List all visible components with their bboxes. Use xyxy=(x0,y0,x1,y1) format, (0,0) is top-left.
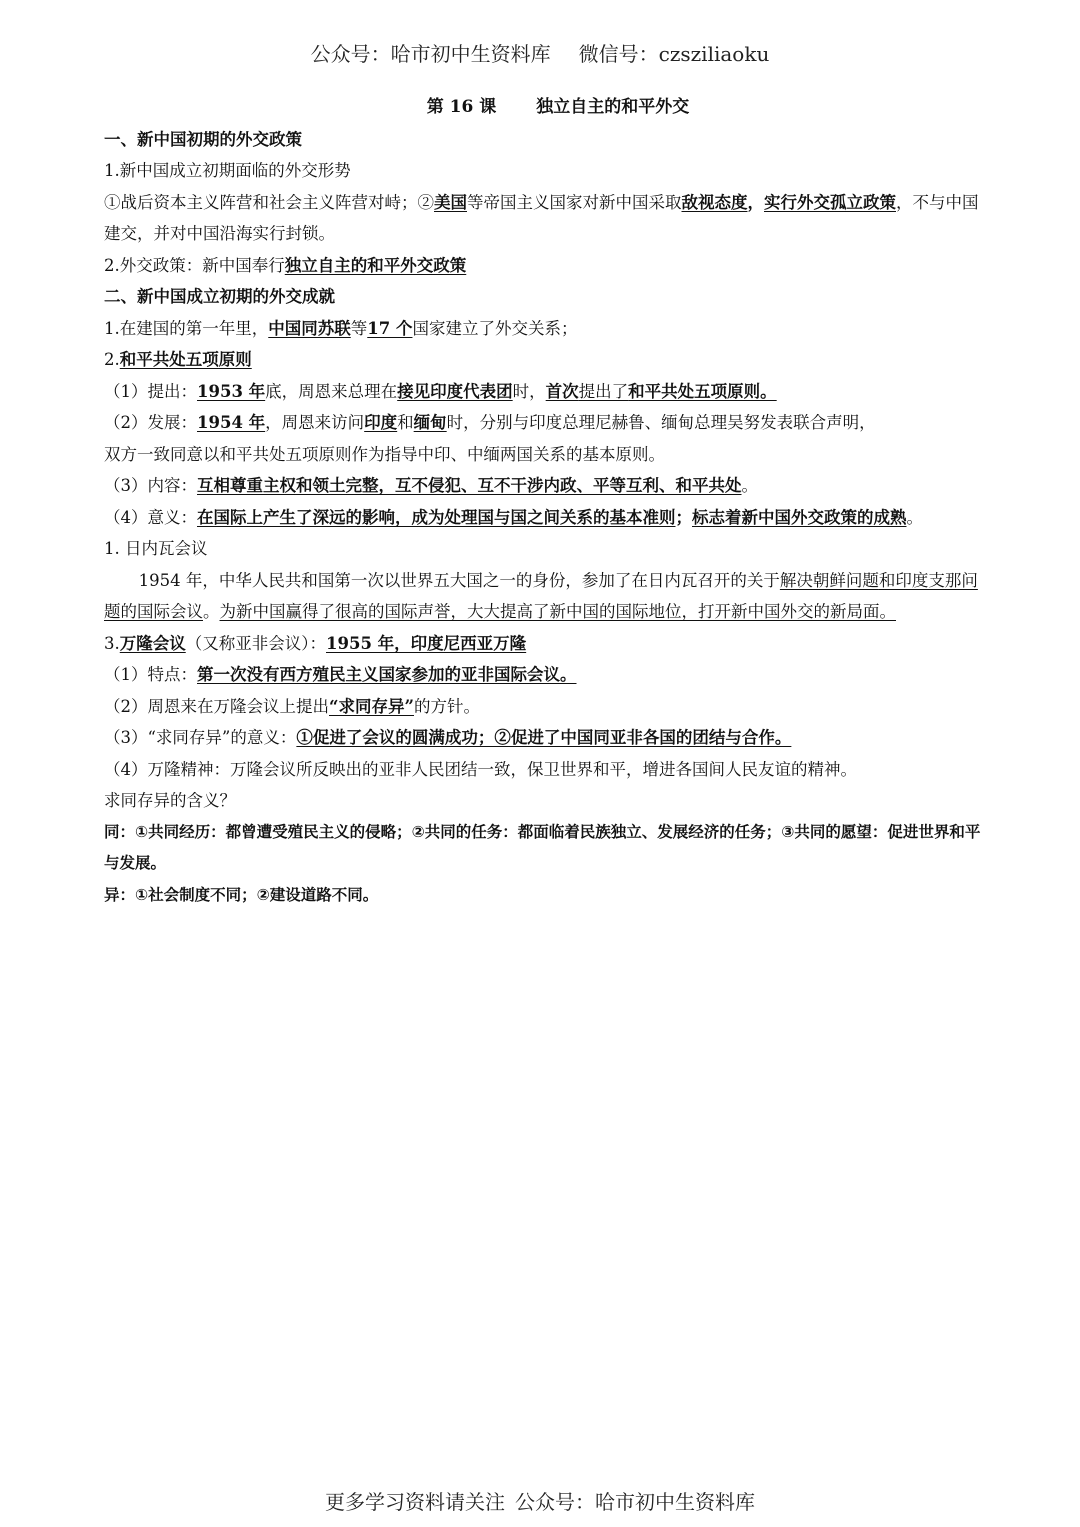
text-run: 。 xyxy=(741,476,758,495)
text-run: 。 xyxy=(906,507,923,527)
text-run: ，周恩来访问 xyxy=(265,413,365,432)
text-run: （又称亚非会议）： xyxy=(185,633,326,653)
text-run: 时， xyxy=(512,381,546,401)
key-term: 为新中国赢得了很高的国际声誉，大大提高了新中国的国际地位，打开新中 xyxy=(219,602,764,621)
text-run: （3）内容： xyxy=(104,476,197,495)
key-term: 解决朝鲜问题 xyxy=(779,570,879,590)
s1-p2 xyxy=(104,250,982,282)
text-run: 1954 年，中华人民共和国第一次以世界五大国之一的身份，参加了在日内瓦召开的关于 xyxy=(138,570,780,590)
lesson-number: 第 16 课 xyxy=(426,97,497,117)
key-term: 1953 年 xyxy=(197,381,266,401)
text-run: 提出了 xyxy=(578,381,629,401)
text-run: （1）提出： xyxy=(104,381,197,401)
key-term: 实行外交孤立 xyxy=(764,192,863,212)
key-term: 标志着新中国外交政策 xyxy=(692,507,857,527)
key-term: 接见印度代表团 xyxy=(397,381,513,401)
text-run: ； xyxy=(675,507,692,527)
key-term: 在国际上产生了深远的影响，成为处理国与国之间关系的基本准则 xyxy=(197,507,676,527)
same-explanation: 同：①共同经历：都曾遭受殖民主义的侵略；②共同的任务：都面临着民族独立、发展经济的任务；③共同的愿望：促进世界和平与发展。 xyxy=(104,822,981,872)
text-run: （4）意义： xyxy=(104,507,197,527)
page-header xyxy=(0,38,1080,67)
text-run: 等帝国主义国家对新中国采取 xyxy=(467,192,682,212)
key-term: 敌视态度 xyxy=(681,192,748,212)
key-term: 互相尊重主权和领土完整，互不侵犯、互不干涉内政、平等互利、和平共处 xyxy=(197,476,742,495)
s2-p2-heading xyxy=(104,344,982,376)
key-term: 17 个 xyxy=(367,318,413,338)
text-run: 等 xyxy=(350,318,368,338)
key-term: 独立自主的和平外交政策 xyxy=(284,255,467,275)
text-run: 2. xyxy=(104,350,120,369)
key-term: 国外交的新局面。 xyxy=(764,602,896,621)
s2-item-2 xyxy=(104,407,982,439)
key-term: “求同存异” xyxy=(329,696,414,716)
key-term: 美国 xyxy=(434,192,467,212)
s2-p1 xyxy=(104,313,982,345)
key-term: 和平共处五项原则。 xyxy=(628,381,777,401)
text-run: 时，分别与印度总理尼赫鲁、缅甸总理吴努发表联合声明， xyxy=(446,413,876,432)
s2-item-3 xyxy=(104,470,982,502)
s2-item-2-cont: 双方一致同意以和平共处五项原则作为指导中印、中缅两国关系的基本原则。 xyxy=(104,444,665,464)
key-term: 1954 年 xyxy=(197,413,266,432)
text-run: 的方针。 xyxy=(413,696,480,716)
bandung-item-4: （4）万隆精神：万隆会议所反映出的亚非人民团结一致，保卫世界和平，增进各国间人民友谊的精神。 xyxy=(104,759,857,779)
bandung-heading xyxy=(104,628,982,660)
text-run: 1.在建国的第一年里， xyxy=(104,318,269,338)
key-term: 和印度支那问题的国际会议 xyxy=(104,570,978,621)
key-term: 缅甸 xyxy=(413,413,447,432)
text-run: 2.外交政策：新中国奉行 xyxy=(104,255,285,275)
text-run: （2）发展： xyxy=(104,413,197,432)
key-term: 第一次没有西方殖民主义国家参加的亚非国际会议。 xyxy=(197,665,577,684)
page-footer xyxy=(0,1486,1080,1515)
s2-item-1 xyxy=(104,376,982,408)
text-run: （2）周恩来在万隆会议上提出 xyxy=(104,696,329,716)
key-term: 和平共处五项原则 xyxy=(119,350,252,369)
bandung-item-3 xyxy=(104,722,982,754)
section-2-heading: 二、新中国成立初期的外交成就 xyxy=(104,287,335,306)
header-account: 公众号：哈市初中生资料库 xyxy=(310,42,551,66)
text-run: ， xyxy=(747,192,764,212)
key-term: 政策 xyxy=(863,192,896,212)
footer-account: 公众号：哈市初中生资料库 xyxy=(515,1490,755,1514)
geneva-heading: 1. 日内瓦会议 xyxy=(104,539,208,558)
section-1-heading: 一、新中国初期的外交政策 xyxy=(104,129,302,149)
document-body xyxy=(104,92,982,911)
key-term: 中国同苏联 xyxy=(268,318,351,338)
text-run: 和 xyxy=(397,413,414,432)
text-run: 3. xyxy=(104,633,120,653)
diff-explanation: 异：①社会制度不同；②建设道路不同。 xyxy=(104,885,379,904)
text-run: ，不与中国建交，并对中国沿海实行封锁。 xyxy=(104,192,979,243)
key-term: ①促进了会议的圆满成功；②促进了中国同亚非各国的团结与合作。 xyxy=(296,728,792,747)
text-run: ①战后资本主义阵营和社会主义阵营对峙；② xyxy=(104,192,434,212)
s1-p1-label: 1.新中国成立初期面临的外交形势 xyxy=(104,161,351,180)
geneva-paragraph xyxy=(104,565,982,628)
question-line: 求同存异的含义？ xyxy=(104,791,236,810)
text-run: 国家建立了外交关系； xyxy=(412,318,578,338)
lesson-title xyxy=(134,92,982,124)
s2-item-4 xyxy=(104,502,982,534)
text-run: （1）特点： xyxy=(104,665,197,684)
text-run: 。 xyxy=(203,602,220,621)
footer-more: 更多学习资料请关注 xyxy=(325,1490,505,1514)
key-term: 印度 xyxy=(364,413,398,432)
key-term: 万隆会议 xyxy=(119,633,186,653)
bandung-item-1 xyxy=(104,659,982,691)
key-term: 1955 年，印度尼西亚万隆 xyxy=(326,633,527,653)
header-wechat: 微信号：czsziliaoku xyxy=(578,42,770,66)
lesson-name: 独立自主的和平外交 xyxy=(536,97,690,117)
key-term: 的成熟 xyxy=(857,507,907,527)
key-term: 首次 xyxy=(545,381,579,401)
bandung-item-2 xyxy=(104,691,982,723)
text-run: 底，周恩来总理在 xyxy=(265,381,398,401)
s1-p1-text xyxy=(104,187,982,250)
text-run: （3）“求同存异”的意义： xyxy=(104,728,297,747)
